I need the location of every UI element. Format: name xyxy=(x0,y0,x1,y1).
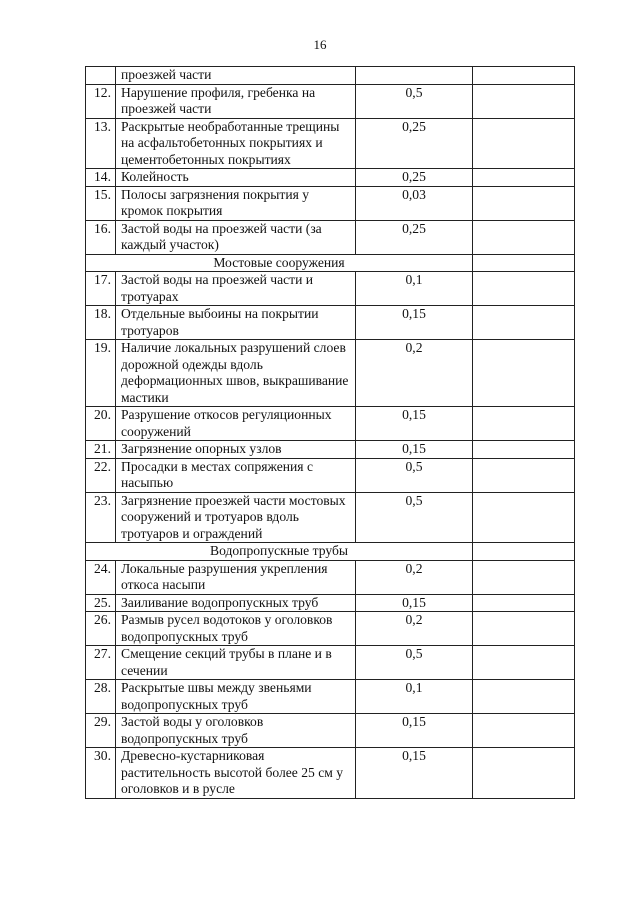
table-row xyxy=(86,407,575,441)
section-title: Мостовые сооружения xyxy=(86,254,473,272)
row-value: 0,5 xyxy=(356,458,473,492)
row-extra-cell xyxy=(473,118,575,169)
row-extra-cell xyxy=(473,458,575,492)
section-title: Водопропускные трубы xyxy=(86,543,473,561)
row-number: 18. xyxy=(86,306,116,340)
row-value: 0,15 xyxy=(356,441,473,459)
table-row xyxy=(86,612,575,646)
row-description: Раскрытые швы между звеньями водопропускных труб xyxy=(116,680,356,714)
table-row xyxy=(86,560,575,594)
row-number: 21. xyxy=(86,441,116,459)
row-description: Смещение секций трубы в плане и в сечении xyxy=(116,646,356,680)
row-extra-cell xyxy=(473,492,575,543)
row-description: Размыв русел водотоков у оголовков водопропускных труб xyxy=(116,612,356,646)
row-number: 22. xyxy=(86,458,116,492)
row-extra-cell xyxy=(473,714,575,748)
row-value: 0,2 xyxy=(356,612,473,646)
row-description: Заиливание водопропускных труб xyxy=(116,594,356,612)
row-extra-cell xyxy=(473,748,575,799)
table-row xyxy=(86,169,575,187)
row-description: Загрязнение проезжей части мостовых сооружений и тротуаров вдоль тротуаров и ограждений xyxy=(116,492,356,543)
row-description: Раскрытые необработанные трещины на асфальтобетонных покрытиях и цементобетонных покрытиях xyxy=(116,118,356,169)
row-description: Колейность xyxy=(116,169,356,187)
row-value: 0,15 xyxy=(356,306,473,340)
row-number: 14. xyxy=(86,169,116,187)
row-number: 15. xyxy=(86,186,116,220)
row-description: Нарушение профиля, гребенка на проезжей части xyxy=(116,84,356,118)
table-row xyxy=(86,220,575,254)
row-description: Загрязнение опорных узлов xyxy=(116,441,356,459)
row-number: 30. xyxy=(86,748,116,799)
table-row xyxy=(86,340,575,407)
section-row xyxy=(86,543,575,561)
row-number: 28. xyxy=(86,680,116,714)
row-number: 19. xyxy=(86,340,116,407)
row-extra-cell xyxy=(473,169,575,187)
row-description: Наличие локальных разрушений слоев дорожной одежды вдоль деформационных швов, выкрашивание мастики xyxy=(116,340,356,407)
row-extra-cell xyxy=(473,543,575,561)
table-row xyxy=(86,458,575,492)
row-number: 12. xyxy=(86,84,116,118)
row-value: 0,25 xyxy=(356,220,473,254)
page-number: 16 xyxy=(313,37,327,52)
table-row xyxy=(86,272,575,306)
section-row xyxy=(86,254,575,272)
row-value: 0,5 xyxy=(356,84,473,118)
row-value: 0,1 xyxy=(356,272,473,306)
row-number: 23. xyxy=(86,492,116,543)
row-number: 26. xyxy=(86,612,116,646)
row-description: Отдельные выбоины на покрытии тротуаров xyxy=(116,306,356,340)
table-row xyxy=(86,306,575,340)
row-value: 0,15 xyxy=(356,594,473,612)
table-row xyxy=(86,594,575,612)
row-number: 27. xyxy=(86,646,116,680)
row-extra-cell xyxy=(473,306,575,340)
row-number: 24. xyxy=(86,560,116,594)
row-extra-cell xyxy=(473,594,575,612)
row-description: Древесно-кустарниковая растительность высотой более 25 см у оголовков и в русле xyxy=(116,748,356,799)
row-extra-cell xyxy=(473,560,575,594)
row-extra-cell xyxy=(473,407,575,441)
row-extra-cell xyxy=(473,646,575,680)
row-extra-cell xyxy=(473,612,575,646)
row-extra-cell xyxy=(473,84,575,118)
row-value: 0,2 xyxy=(356,560,473,594)
row-extra-cell xyxy=(473,272,575,306)
row-extra-cell xyxy=(473,441,575,459)
row-number: 16. xyxy=(86,220,116,254)
row-description: Застой воды на проезжей части и тротуарах xyxy=(116,272,356,306)
row-number: 29. xyxy=(86,714,116,748)
row-extra-cell xyxy=(473,340,575,407)
row-value: 0,15 xyxy=(356,407,473,441)
row-value: 0,5 xyxy=(356,646,473,680)
table-row xyxy=(86,714,575,748)
row-value: 0,25 xyxy=(356,118,473,169)
row-number: 17. xyxy=(86,272,116,306)
row-value: 0,03 xyxy=(356,186,473,220)
row-value: 0,15 xyxy=(356,748,473,799)
row-extra-cell xyxy=(473,680,575,714)
row-extra-cell xyxy=(473,254,575,272)
penalty-table xyxy=(85,66,575,799)
table-row xyxy=(86,186,575,220)
table-row xyxy=(86,680,575,714)
row-value: 0,2 xyxy=(356,340,473,407)
row-number: 20. xyxy=(86,407,116,441)
table-row xyxy=(86,492,575,543)
row-value xyxy=(356,67,473,85)
row-description: Застой воды у оголовков водопропускных труб xyxy=(116,714,356,748)
row-value: 0,25 xyxy=(356,169,473,187)
row-description: Просадки в местах сопряжения с насыпью xyxy=(116,458,356,492)
row-value: 0,5 xyxy=(356,492,473,543)
row-description: Полосы загрязнения покрытия у кромок покрытия xyxy=(116,186,356,220)
table-row xyxy=(86,646,575,680)
row-description: Разрушение откосов регуляционных сооружений xyxy=(116,407,356,441)
row-description: Локальные разрушения укрепления откоса насыпи xyxy=(116,560,356,594)
row-number: 25. xyxy=(86,594,116,612)
table-row xyxy=(86,67,575,85)
row-extra-cell xyxy=(473,67,575,85)
row-value: 0,15 xyxy=(356,714,473,748)
table-row xyxy=(86,748,575,799)
table-row xyxy=(86,118,575,169)
row-description: проезжей части xyxy=(116,67,356,85)
row-number: 13. xyxy=(86,118,116,169)
row-number xyxy=(86,67,116,85)
row-extra-cell xyxy=(473,186,575,220)
row-description: Застой воды на проезжей части (за каждый участок) xyxy=(116,220,356,254)
row-value: 0,1 xyxy=(356,680,473,714)
table-row xyxy=(86,84,575,118)
row-extra-cell xyxy=(473,220,575,254)
table-row xyxy=(86,441,575,459)
